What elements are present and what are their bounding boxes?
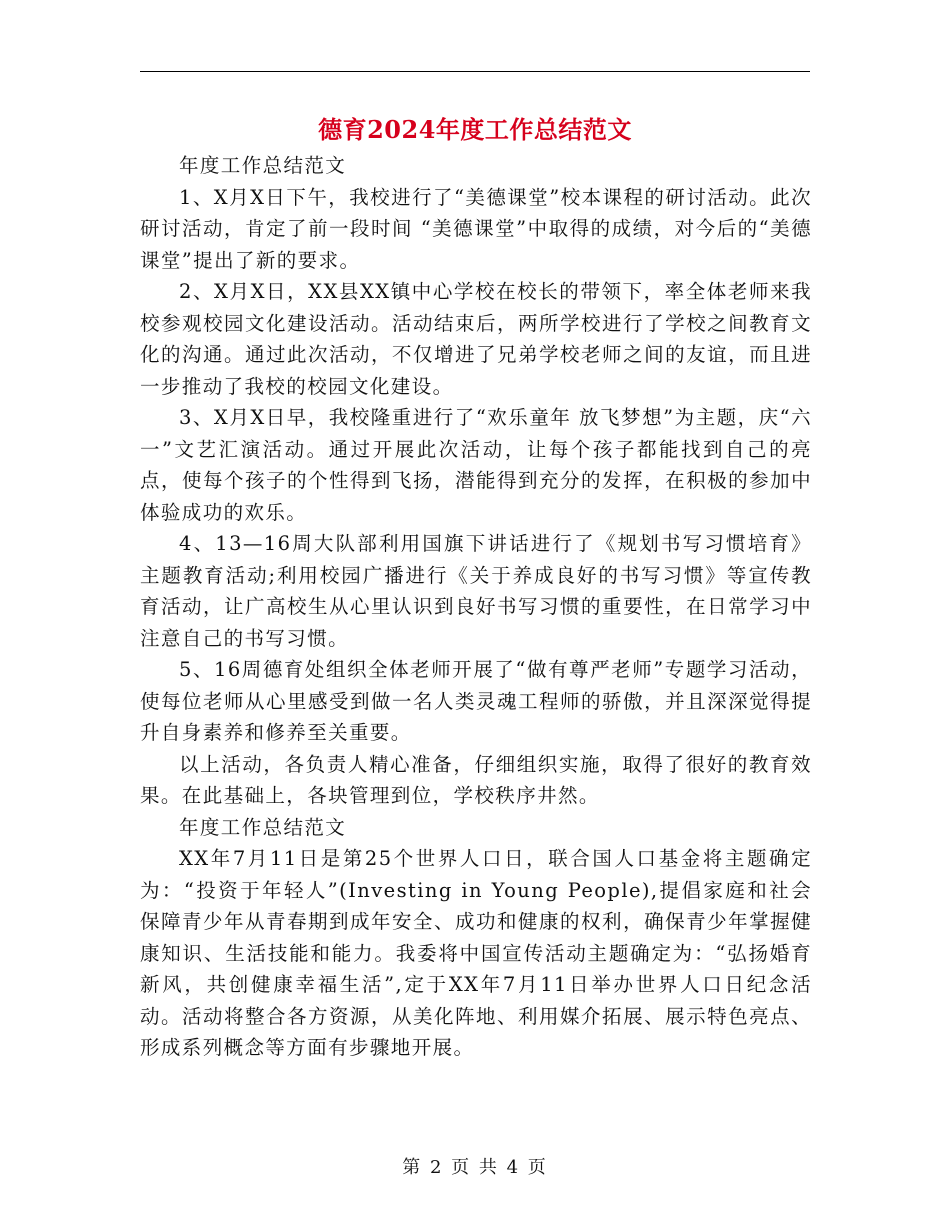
document-body <box>140 150 812 1064</box>
paragraph-population-day: XX年7月11日是第25个世界人口日，联合国人口基金将主题确定为：“投资于年轻人”(Investing in Young People),提倡家庭和社会保障青少年从青春期到成年安全、成功和健康的权利，确保青少年掌握健康知识、生活技能和能力。我委将中国宣传活动主题确定为：“弘扬婚育新风，共创健康幸福生活”,定于XX年7月11日举办世界人口日纪念活动。活动将整合各方资源，从美化阵地、利用媒介拓展、展示特色亮点、形成系列概念等方面有步骤地开展。 <box>140 847 812 1059</box>
paragraph-item-2: 2、X月X日，XX县XX镇中心学校在校长的带领下，率全体老师来我校参观校园文化建设活动。活动结束后，两所学校进行了学校之间教育文化的沟通。通过此次活动，不仅增进了兄弟学校老师之间的友谊，而且进一步推动了我校的校园文化建设。 <box>140 280 812 398</box>
document-title: 德育2024年度工作总结范文 <box>318 115 632 144</box>
paragraph-item-3: 3、X月X日早，我校隆重进行了“欢乐童年 放飞梦想”为主题，庆“六一”文艺汇演活动。通过开展此次活动，让每个孩子都能找到自己的亮点，使每个孩子的个性得到飞扬，潜能得到充分的发挥，在积极的参加中体验成功的欢乐。 <box>140 406 812 524</box>
paragraph-item-5: 5、16周德育处组织全体老师开展了“做有尊严老师”专题学习活动，使每位老师从心里感受到做一名人类灵魂工程师的骄傲，并且深深觉得提升自身素养和修养至关重要。 <box>140 658 812 744</box>
header-rule <box>140 71 810 72</box>
paragraph-summary: 以上活动，各负责人精心准备，仔细组织实施，取得了很好的教育效果。在此基础上，各块管理到位，学校秩序井然。 <box>140 752 812 807</box>
page-footer: 第 2 页 共 4 页 <box>402 1157 548 1178</box>
paragraph-item-4: 4、13—16周大队部利用国旗下讲话进行了《规划书写习惯培育》主题教育活动;利用校园广播进行《关于养成良好的书写习惯》等宣传教育活动，让广高校生从心里认识到良好书写习惯的重要性，在日常学习中注意自己的书写习惯。 <box>140 532 812 650</box>
paragraph-heading-2: 年度工作总结范文 <box>179 815 347 839</box>
paragraph-item-1: 1、X月X日下午，我校进行了“美德课堂”校本课程的研讨活动。此次研讨活动，肯定了前一段时间 “美德课堂”中取得的成绩，对今后的“美德课堂”提出了新的要求。 <box>140 185 812 272</box>
paragraph-heading-1: 年度工作总结范文 <box>179 154 347 177</box>
